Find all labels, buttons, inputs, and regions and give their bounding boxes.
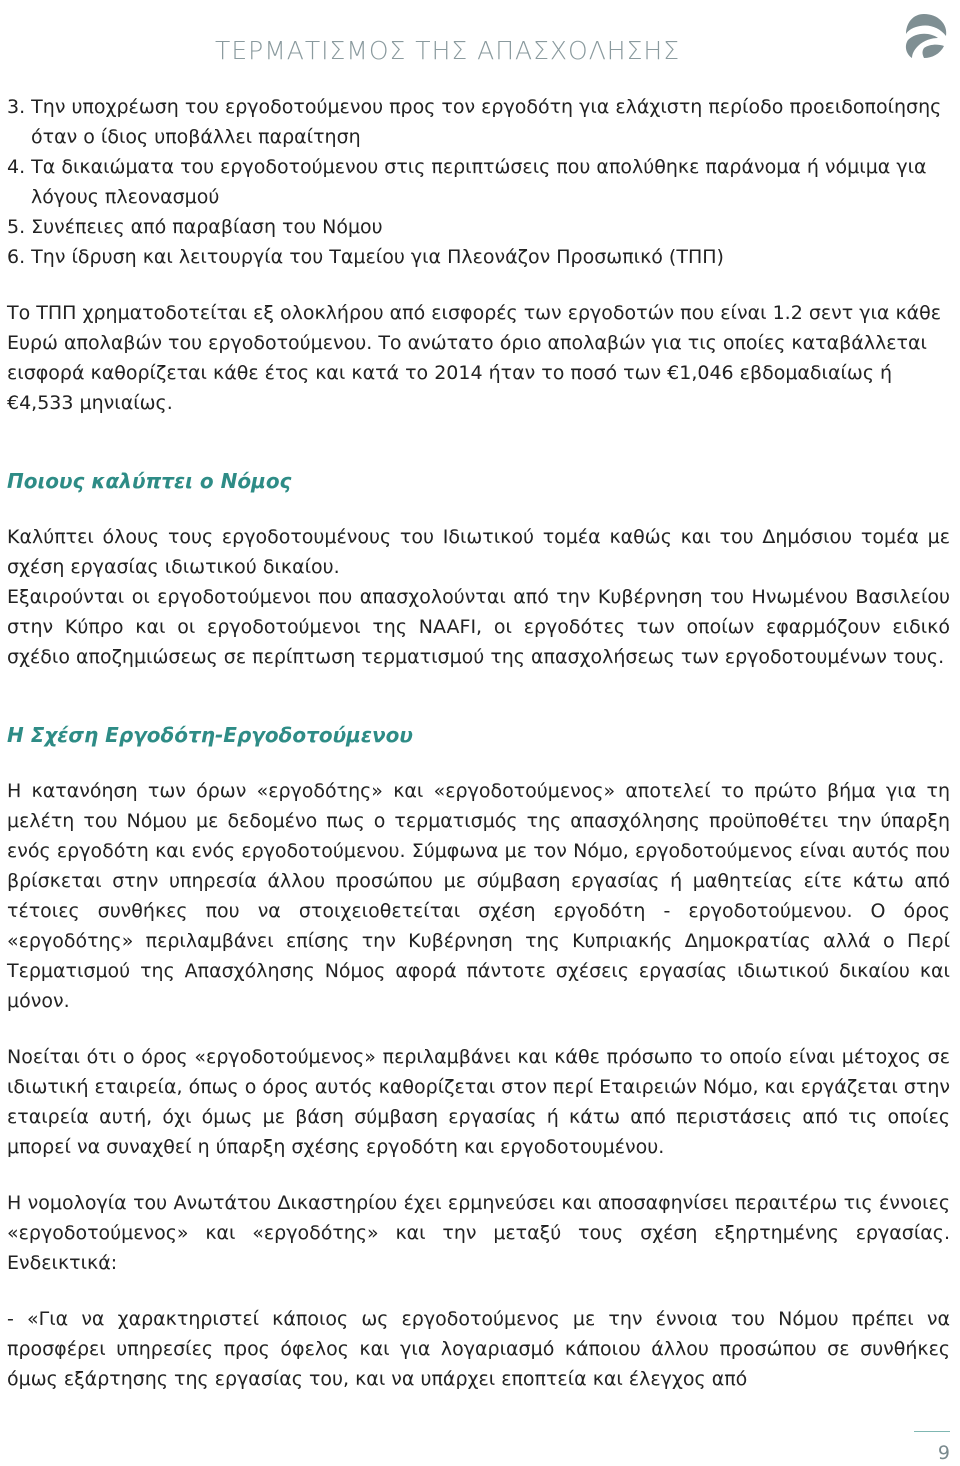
page-content — [7, 92, 950, 1394]
page-number-rule — [914, 1431, 950, 1432]
page-header — [0, 0, 960, 90]
case-law-paragraph: Η νομολογία του Ανωτάτου Δικαστηρίου έχει ερμηνεύσει και αποσαφηνίσει περαιτέρω τις έννοιες «εργοδοτούμενος» και «εργοδότης» και την μεταξύ τους σχέση εξηρτημένης εργασίας. Ενδεικτικά: — [7, 1192, 950, 1274]
list-item: 5. Συνέπειες από παραβίαση του Νόμου — [7, 216, 383, 238]
definitions-paragraph: Η κατανόηση των όρων «εργοδότης» και «εργοδοτούμενος» αποτελεί το πρώτο βήμα για τη μελέτη του Νόμου με δεδομένο πως ο τερματισμός της απασχόλησης προϋποθέτει την ύπαρξη ενός εργοδότη και ενός εργοδοτούμενου. Σύμφωνα με τον Νόμο, εργοδοτούμενος είναι αυτός που βρίσκεται στην υπηρεσία άλλου προσώπου με σύμβαση εργασίας ή μαθητείας είτε κάτω από τέτοιες συνθήκες που να στοιχειοθετείται σχέση εργοδότη - εργοδοτούμενου. Ο όρος «εργοδότης» περιλαμβάνει επίσης την Κυβέρνηση της Κυπριακής Δημοκρατίας αλλά ο Περί Τερματισμού της Απασχόλησης Νόμος αφορά πάντοτε σχέσεις εργασίας ιδιωτικού δικαίου και μόνον. — [7, 780, 950, 1012]
coverage-paragraph: Καλύπτει όλους τους εργοδοτουμένους του Ιδιωτικού τομέα καθώς και του Δημόσιου τομέα με σχέση εργασίας ιδιωτικού δικαίου. — [7, 526, 950, 578]
section-heading-coverage: Ποιους καλύπτει ο Νόμος — [7, 469, 292, 493]
exclusions-paragraph: Εξαιρούνται οι εργοδοτούμενοι που απασχολούνται από την Κυβέρνηση του Ηνωμένου Βασιλείου στην Κύπρο και οι εργοδοτούμενοι της NAAFI, οι εργοδότες των οποίων εφαρμόζουν ειδικό σχέδιο αποζημιώσεως σε περίπτωση τερματισμού της απασχολήσεως των εργοδοτουμένων τους. — [7, 586, 950, 668]
leaf-logo-icon — [896, 8, 952, 64]
list-item: 6. Την ίδρυση και λειτουργία του Ταμείου για Πλεονάζον Προσωπικό (ΤΠΠ) — [7, 246, 724, 268]
page-number: 9 — [937, 1442, 950, 1464]
running-header-title: ΤΕΡΜΑΤΙΣΜΟΣ ΤΗΣ ΑΠΑΣΧΟΛΗΣΗΣ — [215, 36, 680, 65]
list-item: 3. Την υποχρέωση του εργοδοτούμενου προς τον εργοδότη για ελάχιστη περίοδο προειδοποίησης όταν ο ίδιος υποβάλλει παραίτηση — [7, 96, 942, 148]
section-heading-employer-employee: Η Σχέση Εργοδότη-Εργοδοτούμενου — [7, 723, 413, 747]
tpp-funding-paragraph: Το ΤΠΠ χρηματοδοτείται εξ ολοκλήρου από εισφορές των εργοδοτών που είναι 1.2 σεντ για κάθε Ευρώ απολαβών του εργοδοτούμενου. Το ανώτατο όριο απολαβών για τις οποίες καταβάλλεται εισφορά καθορίζεται κάθε έτος και κατά το 2014 ήταν το ποσό των €1,046 εβδομαδιαίως ή €4,533 μηνιαίως. — [7, 302, 942, 414]
list-item: 4. Τα δικαιώματα του εργοδοτούμενου στις περιπτώσεις που απολύθηκε παράνομα ή νόμιμα για λόγους πλεονασμού — [7, 156, 927, 208]
quote-paragraph: - «Για να χαρακτηριστεί κάποιος ως εργοδοτούμενος με την έννοια του Νόμου πρέπει να προσφέρει υπηρεσίες προς όφελος και για λογαριασμό κάποιου άλλου προσώπου σε συνθήκες όμως εξάρτησης της εργασίας του, και να υπάρχει εποπτεία και έλεγχος από — [7, 1308, 950, 1390]
shareholder-paragraph: Νοείται ότι ο όρος «εργοδοτούμενος» περιλαμβάνει και κάθε πρόσωπο το οποίο είναι μέτοχος σε ιδιωτική εταιρεία, όπως ο όρος αυτός καθορίζεται στον περί Εταιρειών Νόμο, και εργάζεται στην εταιρεία αυτή, όχι όμως με βάση σύμβαση εργασίας ή κάτω από περιστάσεις από τις οποίες μπορεί να συναχθεί η ύπαρξη σχέσης εργοδότη και εργοδοτουμένου. — [7, 1046, 950, 1158]
